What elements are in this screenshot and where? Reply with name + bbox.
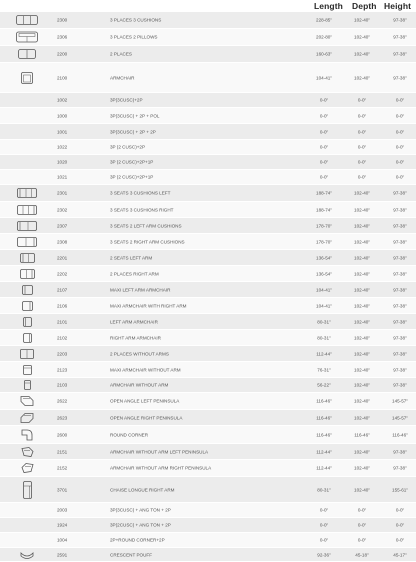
product-description: CRESCENT POUFF bbox=[110, 552, 153, 557]
length-value: 178-70" bbox=[316, 239, 332, 244]
height-value: 97-38" bbox=[393, 223, 407, 228]
sofa-2-seat-right-icon bbox=[14, 269, 40, 279]
height-value: 97-38" bbox=[393, 465, 407, 471]
length-value: 104-41" bbox=[316, 287, 332, 292]
sofa-3-seat-left-icon bbox=[14, 188, 40, 198]
height-value: 97-38" bbox=[393, 351, 407, 356]
product-description: 3 SEATS 2 LEFT ARM CUSHIONS bbox=[110, 223, 182, 228]
crescent-pouf-icon bbox=[14, 551, 40, 559]
armchair-no-arm-icon bbox=[14, 380, 40, 390]
length-value: 0-0" bbox=[319, 129, 329, 134]
table-row bbox=[0, 393, 416, 410]
table-row bbox=[0, 218, 416, 234]
table-row bbox=[0, 548, 416, 562]
length-value: 228-85" bbox=[316, 17, 332, 23]
depth-value: 0-0" bbox=[357, 174, 367, 180]
sofa-3-seat-left-arm-icon bbox=[14, 221, 40, 231]
product-description: ARMCHAIR WITHOUT ARM LEFT PENINSULA bbox=[110, 449, 209, 454]
height-value: 97-38" bbox=[393, 335, 407, 340]
length-value: 136-54" bbox=[316, 271, 332, 276]
depth-value: 102-40" bbox=[354, 51, 370, 57]
length-value: 160-63" bbox=[316, 51, 332, 57]
table-row bbox=[0, 426, 416, 444]
height-value: 155-61" bbox=[392, 487, 408, 492]
height-value: 97-38" bbox=[393, 190, 407, 196]
length-value: 136-54" bbox=[316, 255, 332, 260]
depth-value: 45-18" bbox=[355, 552, 369, 557]
product-description: MAXI ARMCHAIR WITH RIGHT ARM bbox=[110, 303, 187, 308]
length-value: 178-70" bbox=[316, 223, 332, 228]
height-value: 0-0" bbox=[395, 174, 405, 180]
table-row bbox=[0, 185, 416, 202]
product-description: 3P (2 CUSC)+2P+1P bbox=[110, 174, 154, 180]
table-row bbox=[0, 63, 416, 93]
length-value: 76-31" bbox=[317, 367, 331, 372]
product-code: 2591 bbox=[57, 552, 68, 557]
depth-value: 102-40" bbox=[354, 34, 370, 40]
product-code: 2201 bbox=[57, 255, 68, 260]
depth-value: 102-40" bbox=[354, 398, 370, 404]
height-value: 145-57" bbox=[392, 415, 408, 420]
length-value: 0-0" bbox=[319, 113, 329, 118]
depth-value: 102-40" bbox=[354, 382, 370, 388]
depth-value: 102-40" bbox=[354, 223, 370, 228]
length-value: 104-41" bbox=[316, 303, 332, 308]
height-column-header: Height bbox=[384, 1, 412, 11]
table-row bbox=[0, 93, 416, 108]
product-description: 2P+ROUND CORNER+2P bbox=[110, 537, 165, 543]
table-row bbox=[0, 202, 416, 218]
product-code: 2152 bbox=[57, 465, 68, 471]
depth-value: 102-40" bbox=[354, 415, 370, 420]
length-value: 0-0" bbox=[319, 522, 329, 528]
armchair-left-arm-icon bbox=[14, 317, 40, 327]
table-row bbox=[0, 330, 416, 346]
table-row bbox=[0, 460, 416, 477]
product-description: 2 PLACES bbox=[110, 51, 132, 57]
depth-value: 102-40" bbox=[354, 17, 370, 23]
product-code: 2302 bbox=[57, 207, 68, 212]
dimensions-table bbox=[0, 12, 416, 562]
product-code: 2306 bbox=[57, 34, 68, 40]
sofa-3-seat-right-icon bbox=[14, 205, 40, 215]
depth-value: 0-0" bbox=[357, 507, 367, 513]
depth-value: 102-40" bbox=[354, 75, 370, 80]
chaise-longue-icon bbox=[14, 481, 40, 499]
product-code: 1924 bbox=[57, 522, 68, 528]
depth-value: 0-0" bbox=[357, 144, 367, 150]
height-value: 0-0" bbox=[395, 129, 405, 134]
table-row bbox=[0, 124, 416, 140]
sofa-2-seat-icon bbox=[14, 49, 40, 59]
table-row bbox=[0, 155, 416, 170]
depth-value: 0-0" bbox=[357, 113, 367, 118]
table-row bbox=[0, 518, 416, 533]
height-value: 145-57" bbox=[392, 398, 408, 404]
table-row bbox=[0, 314, 416, 330]
table-row bbox=[0, 234, 416, 250]
product-description: 3 SEATS 2 RIGHT ARM CUSHIONS bbox=[110, 239, 185, 244]
product-description: 2 PLACES RIGHT ARM bbox=[110, 271, 159, 276]
height-value: 97-38" bbox=[393, 287, 407, 292]
depth-value: 0-0" bbox=[357, 159, 367, 165]
product-code: 2106 bbox=[57, 303, 68, 308]
product-code: 2003 bbox=[57, 507, 68, 513]
depth-value: 102-40" bbox=[354, 465, 370, 471]
length-value: 116-46" bbox=[316, 398, 332, 404]
table-row bbox=[0, 170, 416, 185]
product-code: 2301 bbox=[57, 190, 68, 196]
height-value: 97-38" bbox=[393, 367, 407, 372]
product-code: 1001 bbox=[57, 129, 68, 134]
product-code: 2102 bbox=[57, 335, 68, 340]
depth-value: 102-40" bbox=[354, 271, 370, 276]
product-description: OPEN ANGLE LEFT PENINSULA bbox=[110, 398, 180, 404]
depth-value: 102-40" bbox=[354, 449, 370, 454]
height-value: 45-17" bbox=[393, 552, 407, 557]
height-value: 97-38" bbox=[393, 303, 407, 308]
height-value: 97-38" bbox=[393, 75, 407, 80]
depth-value: 0-0" bbox=[357, 129, 367, 134]
length-value: 202-80" bbox=[316, 34, 332, 40]
height-value: 116-46" bbox=[392, 432, 408, 437]
length-value: 116-46" bbox=[316, 432, 332, 437]
sofa-2-seat-no-arms-icon bbox=[14, 349, 40, 359]
product-description: 2 PLACES WITHOUT ARMS bbox=[110, 351, 169, 356]
depth-value: 0-0" bbox=[357, 522, 367, 528]
table-row bbox=[0, 362, 416, 378]
product-description: 2 SEATS LEFT ARM bbox=[110, 255, 153, 260]
height-value: 97-38" bbox=[393, 34, 407, 40]
height-value: 97-38" bbox=[393, 17, 407, 23]
table-row bbox=[0, 266, 416, 282]
height-value: 97-38" bbox=[393, 449, 407, 454]
height-value: 97-38" bbox=[393, 255, 407, 260]
product-description: 3P (2 CUSC)+2P+1P bbox=[110, 159, 154, 165]
height-value: 0-0" bbox=[395, 97, 405, 103]
product-code: 1021 bbox=[57, 174, 68, 180]
product-code: 2101 bbox=[57, 319, 68, 324]
length-value: 80-31" bbox=[317, 319, 331, 324]
length-value: 188-74" bbox=[316, 190, 332, 196]
length-value: 0-0" bbox=[319, 537, 329, 543]
product-code: 2203 bbox=[57, 351, 68, 356]
product-description: 3P(3CUSC) + 2P + 2P bbox=[110, 129, 156, 134]
product-code: 2200 bbox=[57, 51, 68, 57]
product-code: 2107 bbox=[57, 287, 68, 292]
armchair-icon bbox=[14, 72, 40, 84]
length-value: 112-44" bbox=[316, 449, 332, 454]
height-value: 97-38" bbox=[393, 207, 407, 212]
depth-value: 0-0" bbox=[357, 97, 367, 103]
product-description: ARMCHAIR bbox=[110, 75, 135, 80]
height-value: 0-0" bbox=[395, 159, 405, 165]
product-description: 3P(2CUSC) + ANG TON + 2P bbox=[110, 522, 171, 528]
table-header bbox=[0, 0, 416, 12]
depth-value: 102-40" bbox=[354, 335, 370, 340]
product-code: 2151 bbox=[57, 449, 68, 454]
product-description: 3 SEATS 3 CUSHIONS LEFT bbox=[110, 190, 171, 196]
product-code: 2202 bbox=[57, 271, 68, 276]
length-value: 0-0" bbox=[319, 507, 329, 513]
depth-value: 102-40" bbox=[354, 255, 370, 260]
table-row bbox=[0, 533, 416, 548]
armchair-right-arm-icon bbox=[14, 333, 40, 343]
height-value: 97-38" bbox=[393, 271, 407, 276]
table-row bbox=[0, 503, 416, 518]
sofa-3-seat-right-arm-icon bbox=[14, 237, 40, 247]
product-description: OPEN ANGLE RIGHT PENINSULA bbox=[110, 415, 183, 420]
table-row bbox=[0, 378, 416, 393]
height-value: 0-0" bbox=[395, 522, 405, 528]
table-row bbox=[0, 250, 416, 266]
table-row bbox=[0, 29, 416, 46]
table-row bbox=[0, 444, 416, 460]
product-code: 2307 bbox=[57, 223, 68, 228]
product-description: ARMCHAIR WITHOUT ARM RIGHT PENINSULA bbox=[110, 465, 212, 471]
table-row bbox=[0, 346, 416, 362]
open-angle-left-icon bbox=[14, 396, 40, 407]
product-description: 3P(3CUSC) + ANG TON + 2P bbox=[110, 507, 171, 513]
product-code: 2622 bbox=[57, 398, 68, 404]
maxi-armchair-left-icon bbox=[14, 285, 40, 295]
open-angle-right-icon bbox=[14, 412, 40, 423]
length-value: 188-74" bbox=[316, 207, 332, 212]
depth-value: 0-0" bbox=[357, 537, 367, 543]
product-code: 2100 bbox=[57, 75, 68, 80]
sofa-3-seat-icon bbox=[14, 15, 40, 25]
length-value: 112-44" bbox=[316, 465, 332, 471]
depth-value: 102-40" bbox=[354, 487, 370, 492]
maxi-armchair-no-arm-icon bbox=[14, 365, 40, 375]
product-description: 3 SEATS 3 CUSHIONS RIGHT bbox=[110, 207, 174, 212]
peninsula-left-icon bbox=[14, 446, 40, 457]
product-description: MAXI ARMCHAIR WITHOUT ARM bbox=[110, 367, 181, 372]
table-row bbox=[0, 477, 416, 503]
depth-value: 102-40" bbox=[354, 303, 370, 308]
length-value: 0-0" bbox=[319, 174, 329, 180]
depth-column-header: Depth bbox=[352, 1, 377, 11]
product-code: 3701 bbox=[57, 487, 68, 492]
depth-value: 116-46" bbox=[354, 432, 370, 437]
product-description: MAXI LEFT ARM ARMCHAIR bbox=[110, 287, 171, 292]
product-code: 2623 bbox=[57, 415, 68, 420]
product-code: 2300 bbox=[57, 17, 68, 23]
height-value: 97-38" bbox=[393, 51, 407, 57]
height-value: 0-0" bbox=[395, 537, 405, 543]
product-description: LEFT ARM ARMCHAIR bbox=[110, 319, 158, 324]
table-row bbox=[0, 108, 416, 124]
depth-value: 102-40" bbox=[354, 319, 370, 324]
product-code: 1000 bbox=[57, 113, 68, 118]
length-value: 92-36" bbox=[317, 552, 331, 557]
length-value: 0-0" bbox=[319, 144, 329, 150]
product-code: 1022 bbox=[57, 144, 68, 150]
length-value: 80-31" bbox=[317, 487, 331, 492]
table-row bbox=[0, 46, 416, 63]
length-column-header: Length bbox=[314, 1, 343, 11]
table-row bbox=[0, 298, 416, 314]
depth-value: 102-40" bbox=[354, 287, 370, 292]
height-value: 0-0" bbox=[395, 113, 405, 118]
product-code: 1020 bbox=[57, 159, 68, 165]
product-description: ARMCHAIR WITHOUT ARM bbox=[110, 382, 169, 388]
product-description: ROUND CORNER bbox=[110, 432, 149, 437]
peninsula-right-icon bbox=[14, 463, 40, 474]
product-description: 3 PLACES 3 CUSHIONS bbox=[110, 17, 162, 23]
round-corner-icon bbox=[14, 429, 40, 441]
table-row bbox=[0, 282, 416, 298]
depth-value: 102-40" bbox=[354, 190, 370, 196]
height-value: 0-0" bbox=[395, 507, 405, 513]
product-description: RIGHT ARM ARMCHAIR bbox=[110, 335, 161, 340]
sofa-2-seat-left-icon bbox=[14, 253, 40, 263]
length-value: 0-0" bbox=[319, 97, 329, 103]
product-code: 2600 bbox=[57, 432, 68, 437]
product-code: 2123 bbox=[57, 367, 68, 372]
length-value: 56-22" bbox=[317, 382, 331, 388]
length-value: 112-44" bbox=[316, 351, 332, 356]
product-description: 3P(3CUSC)+2P bbox=[110, 97, 143, 103]
table-row bbox=[0, 140, 416, 155]
depth-value: 102-40" bbox=[354, 351, 370, 356]
depth-value: 102-40" bbox=[354, 367, 370, 372]
length-value: 116-46" bbox=[316, 415, 332, 420]
length-value: 80-31" bbox=[317, 335, 331, 340]
height-value: 0-0" bbox=[395, 144, 405, 150]
sofa-3-seat-pillows-icon bbox=[14, 32, 40, 43]
product-description: CHAISE LONGUE RIGHT ARM bbox=[110, 487, 175, 492]
product-description: 3P(3CUSC) + 2P + POL bbox=[110, 113, 160, 118]
height-value: 97-38" bbox=[393, 382, 407, 388]
table-row bbox=[0, 12, 416, 29]
maxi-armchair-right-icon bbox=[14, 301, 40, 311]
product-code: 1002 bbox=[57, 97, 68, 103]
product-description: 3P (2 CUSC)+2P bbox=[110, 144, 146, 150]
height-value: 97-38" bbox=[393, 239, 407, 244]
table-row bbox=[0, 410, 416, 426]
depth-value: 102-40" bbox=[354, 239, 370, 244]
depth-value: 102-40" bbox=[354, 207, 370, 212]
product-code: 1004 bbox=[57, 537, 68, 543]
length-value: 0-0" bbox=[319, 159, 329, 165]
product-description: 3 PLACES 2 PILLOWS bbox=[110, 34, 158, 40]
height-value: 97-38" bbox=[393, 319, 407, 324]
product-code: 2308 bbox=[57, 239, 68, 244]
length-value: 104-41" bbox=[316, 75, 332, 80]
product-code: 2103 bbox=[57, 382, 68, 388]
